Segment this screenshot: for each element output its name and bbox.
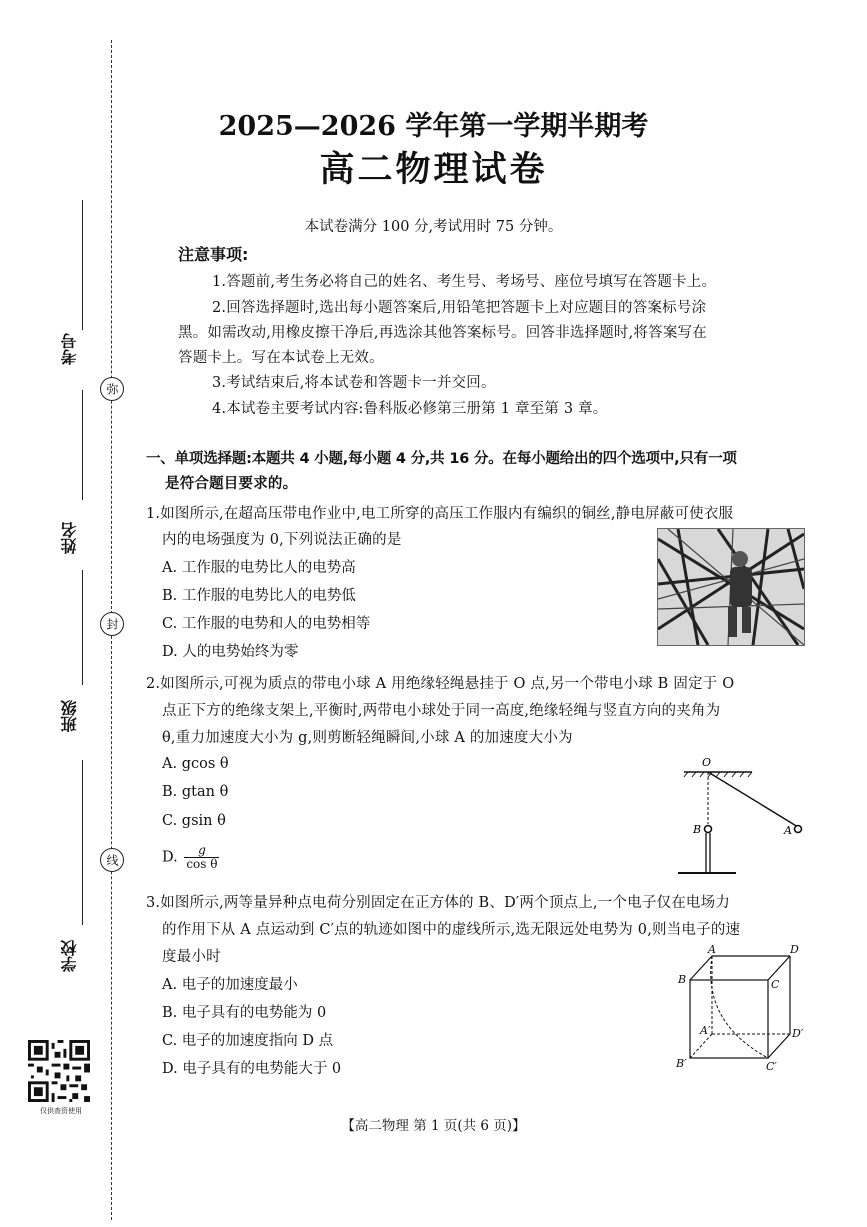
fig3-label-c: C <box>771 978 780 991</box>
fig3-label-d-prime: D′ <box>792 1027 804 1040</box>
notice-line: 答题卡上。写在本试卷上无效。 <box>178 350 384 366</box>
notice-heading: 注意事项: <box>178 245 249 264</box>
q1-stem: 1.如图所示,在超高压带电作业中,电工所穿的高压工作服内有编织的铜丝,静电屏蔽可使衣服 <box>146 506 734 522</box>
school-label: 学校 <box>60 940 79 972</box>
q1-worker-photo <box>657 528 805 646</box>
q3-stem: 3.如图所示,两等量异种点电荷分别固定在正方体的 B、D′两个顶点上,一个电子仅在电场力 <box>146 895 731 911</box>
q1-option-a: A. 工作服的电势比人的电势高 <box>162 560 356 576</box>
fig2-label-b: B <box>693 823 702 836</box>
fig3-label-b-prime: B′ <box>676 1057 687 1070</box>
q2-option-b: B. gtan θ <box>162 784 229 800</box>
q2-stem: 2.如图所示,可视为质点的带电小球 A 用绝缘轻绳悬挂于 O 点,另一个带电小球 B 固定于 O <box>146 676 735 692</box>
q2-stem: 点正下方的绝缘支架上,平衡时,两带电小球处于同一高度,绝缘轻绳与竖直方向的夹角为 <box>162 703 721 719</box>
q2-option-d-fraction <box>184 844 219 871</box>
notice-line: 黑。如需改动,用橡皮擦干净后,再选涂其他答案标号。回答非选择题时,将答案写在 <box>178 325 707 341</box>
qr-caption: 仅供查资使用 <box>40 1107 82 1115</box>
q2-pendulum-figure <box>672 756 812 880</box>
seal-mark-xian: 线 <box>100 848 124 872</box>
q3-stem: 的作用下从 A 点运动到 C′点的轨迹如图中的虚线所示,选无限远处电势为 0,则当电子的速 <box>162 922 741 938</box>
q3-option-a: A. 电子的加速度最小 <box>162 977 298 993</box>
notice-line: 1.答题前,考生务必将自己的姓名、考生号、考场号、座位号填写在答题卡上。 <box>212 274 717 290</box>
q3-stem: 度最小时 <box>162 949 221 965</box>
fig2-label-o: O <box>702 756 712 769</box>
name-label: 姓名 <box>60 522 79 554</box>
q2-stem: θ,重力加速度大小为 g,则剪断轻绳瞬间,小球 A 的加速度大小为 <box>162 730 573 746</box>
qr-code <box>28 1040 90 1102</box>
fraction-denominator: cos θ <box>186 857 218 871</box>
page-footer: 【高二物理 第 1 页(共 6 页)】 <box>341 1118 526 1134</box>
q3-option-d: D. 电子具有的电势能大于 0 <box>162 1061 342 1077</box>
section-heading: 一、单项选择题:本题共 4 小题,每小题 4 分,共 16 分。在每小题给出的四个选项中,只有一项 <box>146 451 737 467</box>
fig3-label-c-prime: C′ <box>766 1060 777 1073</box>
q3-option-c: C. 电子的加速度指向 D 点 <box>162 1033 334 1049</box>
notice-line: 3.考试结束后,将本试卷和答题卡一并交回。 <box>212 375 496 391</box>
fig3-label-a: A <box>708 943 716 956</box>
name-line <box>82 390 83 500</box>
fig2-label-a: A <box>784 824 792 837</box>
class-label: 班级 <box>60 700 79 732</box>
q1-option-b: B. 工作服的电势比人的电势低 <box>162 588 356 604</box>
q3-cube-figure <box>672 942 812 1074</box>
seal-mark-feng: 封 <box>100 612 124 636</box>
fig3-label-d: D <box>790 943 799 956</box>
q1-option-d: D. 人的电势始终为零 <box>162 644 299 660</box>
seal-mark-mi: 弥 <box>100 377 124 401</box>
fraction-numerator: g <box>184 844 219 858</box>
exam-intro: 本试卷满分 100 分,考试用时 75 分钟。 <box>304 219 563 235</box>
section-heading-cont: 是符合题目要求的。 <box>165 476 298 492</box>
exam-subject-title: 高二物理试卷 <box>319 150 548 190</box>
q2-option-d <box>162 844 219 871</box>
q2-option-c: C. gsin θ <box>162 813 226 829</box>
fig3-label-a-prime: A′ <box>700 1024 711 1037</box>
q2-option-d-prefix: D. <box>162 849 178 866</box>
exam-number-label: 考号 <box>60 333 79 365</box>
q1-stem: 内的电场强度为 0,下列说法正确的是 <box>162 532 402 548</box>
q3-option-b: B. 电子具有的电势能为 0 <box>162 1005 327 1021</box>
exam-term-title: 2025—2026 学年第一学期半期考 <box>218 111 649 142</box>
school-line <box>82 760 83 925</box>
q1-option-c: C. 工作服的电势和人的电势相等 <box>162 616 371 632</box>
notice-line: 2.回答选择题时,选出每小题答案后,用铅笔把答题卡上对应题目的答案标号涂 <box>212 300 707 316</box>
fig3-label-b: B <box>678 973 687 986</box>
notice-line: 4.本试卷主要考试内容:鲁科版必修第三册第 1 章至第 3 章。 <box>212 401 608 417</box>
q2-option-a: A. gcos θ <box>162 756 229 772</box>
class-line <box>82 570 83 685</box>
